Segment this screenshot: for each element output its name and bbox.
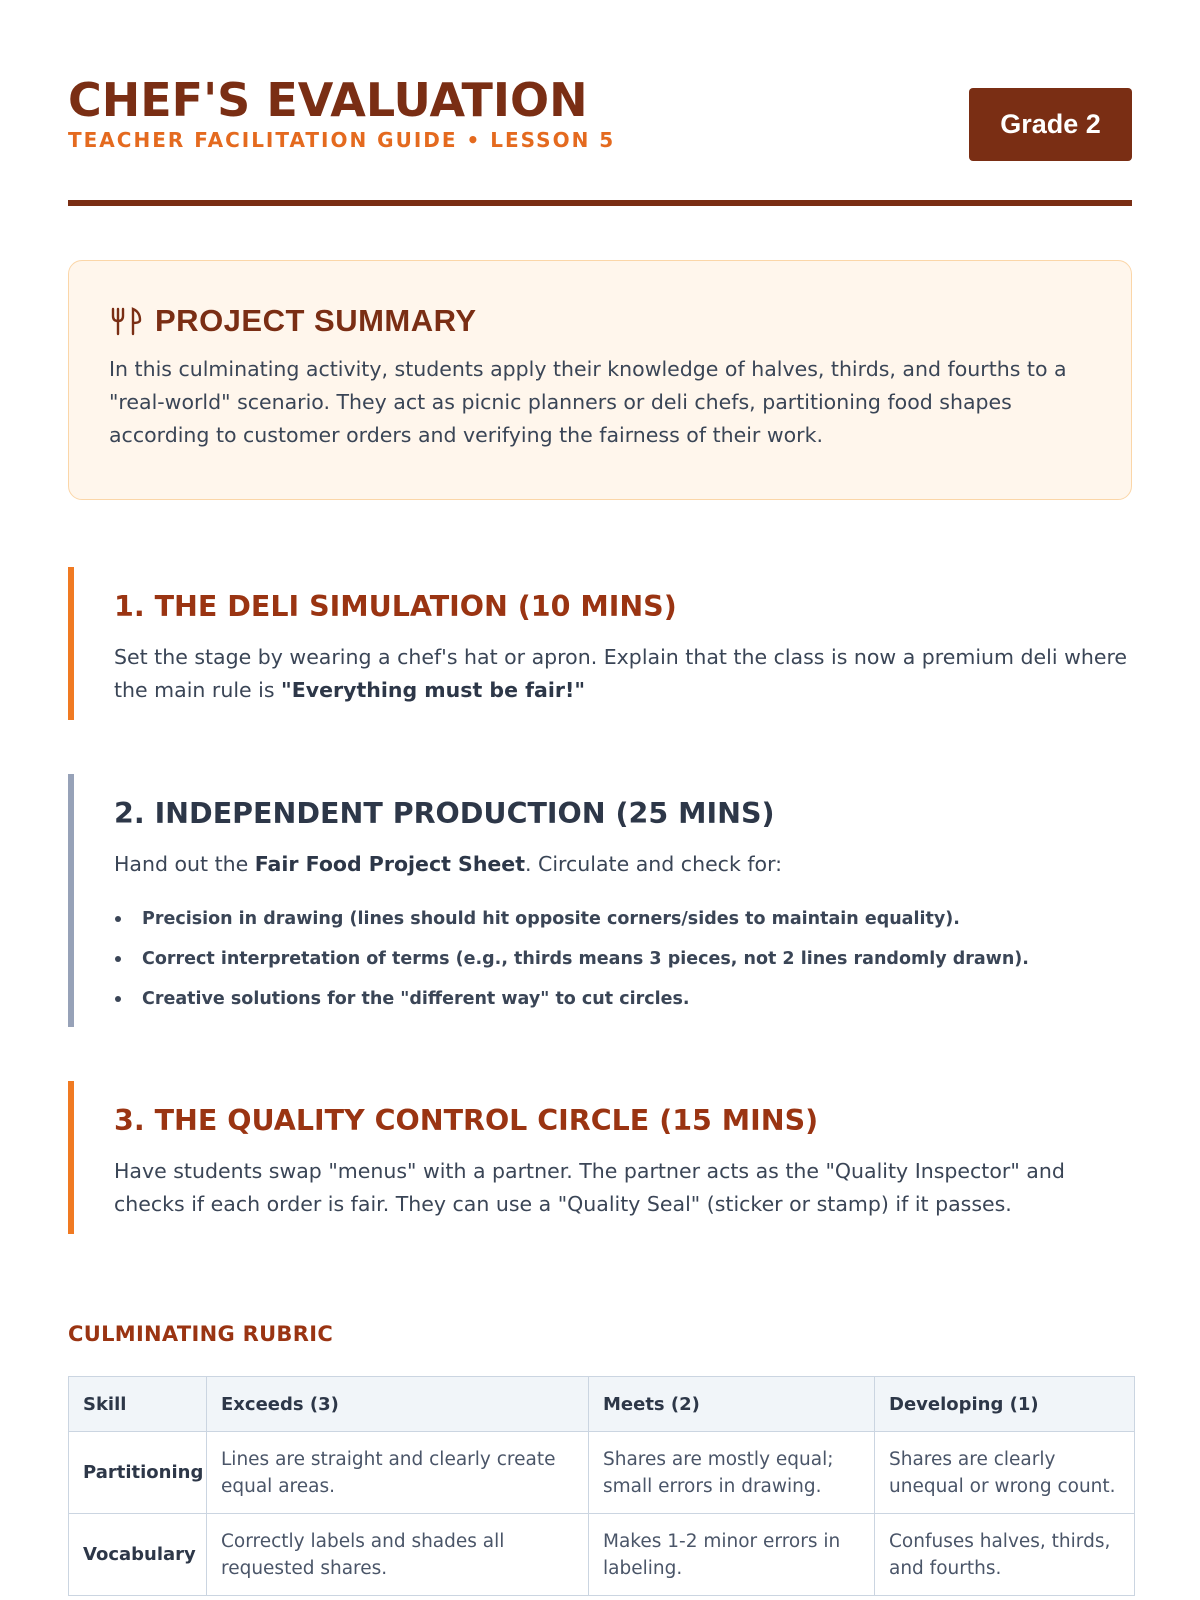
table-cell-skill: Partitioning	[69, 1432, 207, 1514]
column-header-skill: Skill	[69, 1377, 207, 1432]
column-header-meets: Meets (2)	[589, 1377, 875, 1432]
section-text-tail: . Circulate and check for:	[525, 852, 783, 876]
table-cell: Confuses halves, thirds, and fourths.	[875, 1514, 1135, 1596]
section-text-emphasis: Fair Food Project Sheet	[254, 852, 526, 876]
section-text: Have students swap "menus" with a partner. The partner acts as the "Quality Inspector" and checks if each order is fair. They can use a "Quality Seal" (sticker or stamp) if it passes.	[114, 1159, 1065, 1216]
section-text	[114, 848, 1132, 881]
table-cell-skill: Vocabulary	[69, 1514, 207, 1596]
table-cell: Makes 1-2 minor errors in labeling.	[589, 1514, 875, 1596]
summary-text: In this culminating activity, students apply their knowledge of halves, thirds, and fourths to a "real-world" scenario. They act as picnic planners or deli chefs, partitioning food shapes according to customer orders and verifying the fairness of their work.	[109, 357, 1067, 447]
section-text	[114, 641, 1132, 707]
table-header-row	[69, 1377, 1135, 1432]
table-cell: Correctly labels and shades all requested shares.	[207, 1514, 589, 1596]
section-quality-control	[68, 1081, 1132, 1234]
table-cell: Shares are clearly unequal or wrong count.	[875, 1432, 1135, 1514]
rubric-table	[68, 1376, 1135, 1596]
section-text-body: Hand out the	[114, 852, 255, 876]
section-independent-production	[68, 774, 1132, 1027]
check-list-item: Precision in drawing (lines should hit opposite corners/sides to maintain equality).	[114, 899, 1132, 939]
table-cell: Shares are mostly equal; small errors in drawing.	[589, 1432, 875, 1514]
column-header-developing: Developing (1)	[875, 1377, 1135, 1432]
section-text-body: Set the stage by wearing a chef's hat or apron. Explain that the class is now a premium deli where the main rule is	[114, 645, 1128, 702]
page-subtitle: TEACHER FACILITATION GUIDE • LESSON 5	[68, 128, 616, 152]
section-title: 2. INDEPENDENT PRODUCTION (25 MINS)	[114, 797, 775, 830]
section-title: 3. THE QUALITY CONTROL CIRCLE (15 MINS)	[114, 1104, 819, 1137]
summary-header	[109, 301, 1091, 341]
project-summary-card	[68, 260, 1132, 500]
grade-badge: Grade 2	[969, 88, 1132, 161]
table-cell: Lines are straight and clearly create equal areas.	[207, 1432, 589, 1514]
section-text-emphasis: "Everything must be fair!"	[281, 678, 586, 702]
column-header-exceeds: Exceeds (3)	[207, 1377, 589, 1432]
section-accent-bar	[68, 1081, 74, 1234]
summary-title: PROJECT SUMMARY	[155, 303, 477, 338]
fork-knife-icon	[109, 306, 143, 336]
section-accent-bar	[68, 774, 74, 1027]
page-header	[68, 68, 1132, 208]
table-row	[69, 1514, 1135, 1596]
check-list-item: Correct interpretation of terms (e.g., thirds means 3 pieces, not 2 lines randomly drawn).	[114, 939, 1132, 979]
section-title: 1. THE DELI SIMULATION (10 MINS)	[114, 590, 677, 623]
page-title: CHEF'S EVALUATION	[68, 73, 588, 127]
check-list-item: Creative solutions for the "different way" to cut circles.	[114, 979, 1132, 1019]
check-list	[114, 899, 1132, 1019]
header-divider	[68, 200, 1132, 206]
table-row	[69, 1432, 1135, 1514]
rubric-title: CULMINATING RUBRIC	[68, 1322, 334, 1346]
section-deli-simulation	[68, 567, 1132, 720]
section-accent-bar	[68, 567, 74, 720]
